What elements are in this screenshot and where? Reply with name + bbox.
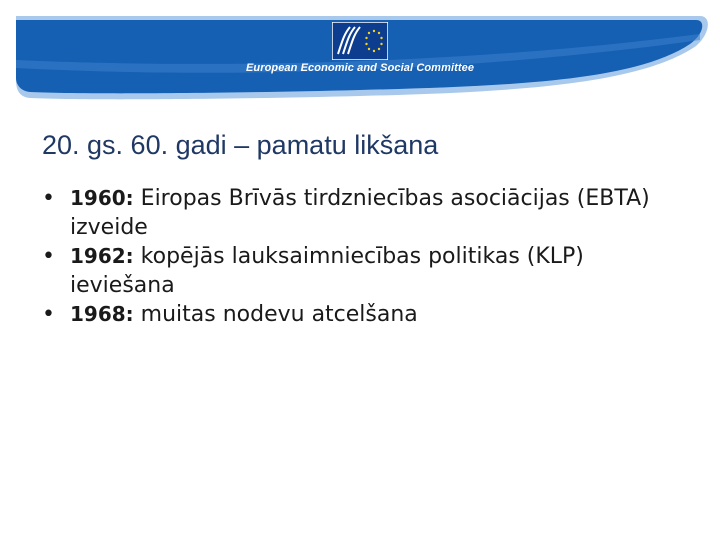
slide-title: 20. gs. 60. gadi – pamatu likšana (42, 130, 439, 160)
bullet-item (40, 242, 680, 300)
bullet-dot: • (42, 186, 55, 211)
bullet-list (40, 184, 680, 329)
bullet-year: 1960: (70, 186, 134, 210)
bullet-text: kopējās lauksaimniecības politikas (KLP) ieviešana (70, 244, 584, 298)
organization-name: European Economic and Social Committee (245, 62, 475, 74)
eesc-logo (332, 22, 388, 60)
banner-background (0, 0, 720, 120)
bullet-text: Eiropas Brīvās tirdzniecības asociācijas (EBTA) izveide (70, 186, 650, 240)
bullet-year: 1968: (70, 302, 134, 326)
bullet-text: muitas nodevu atcelšana (133, 302, 418, 327)
bullet-year: 1962: (70, 244, 134, 268)
header-banner (0, 0, 720, 120)
bullet-dot: • (42, 244, 55, 269)
bullet-item (40, 300, 680, 329)
bullet-dot: • (42, 302, 55, 327)
bullet-item (40, 184, 680, 242)
